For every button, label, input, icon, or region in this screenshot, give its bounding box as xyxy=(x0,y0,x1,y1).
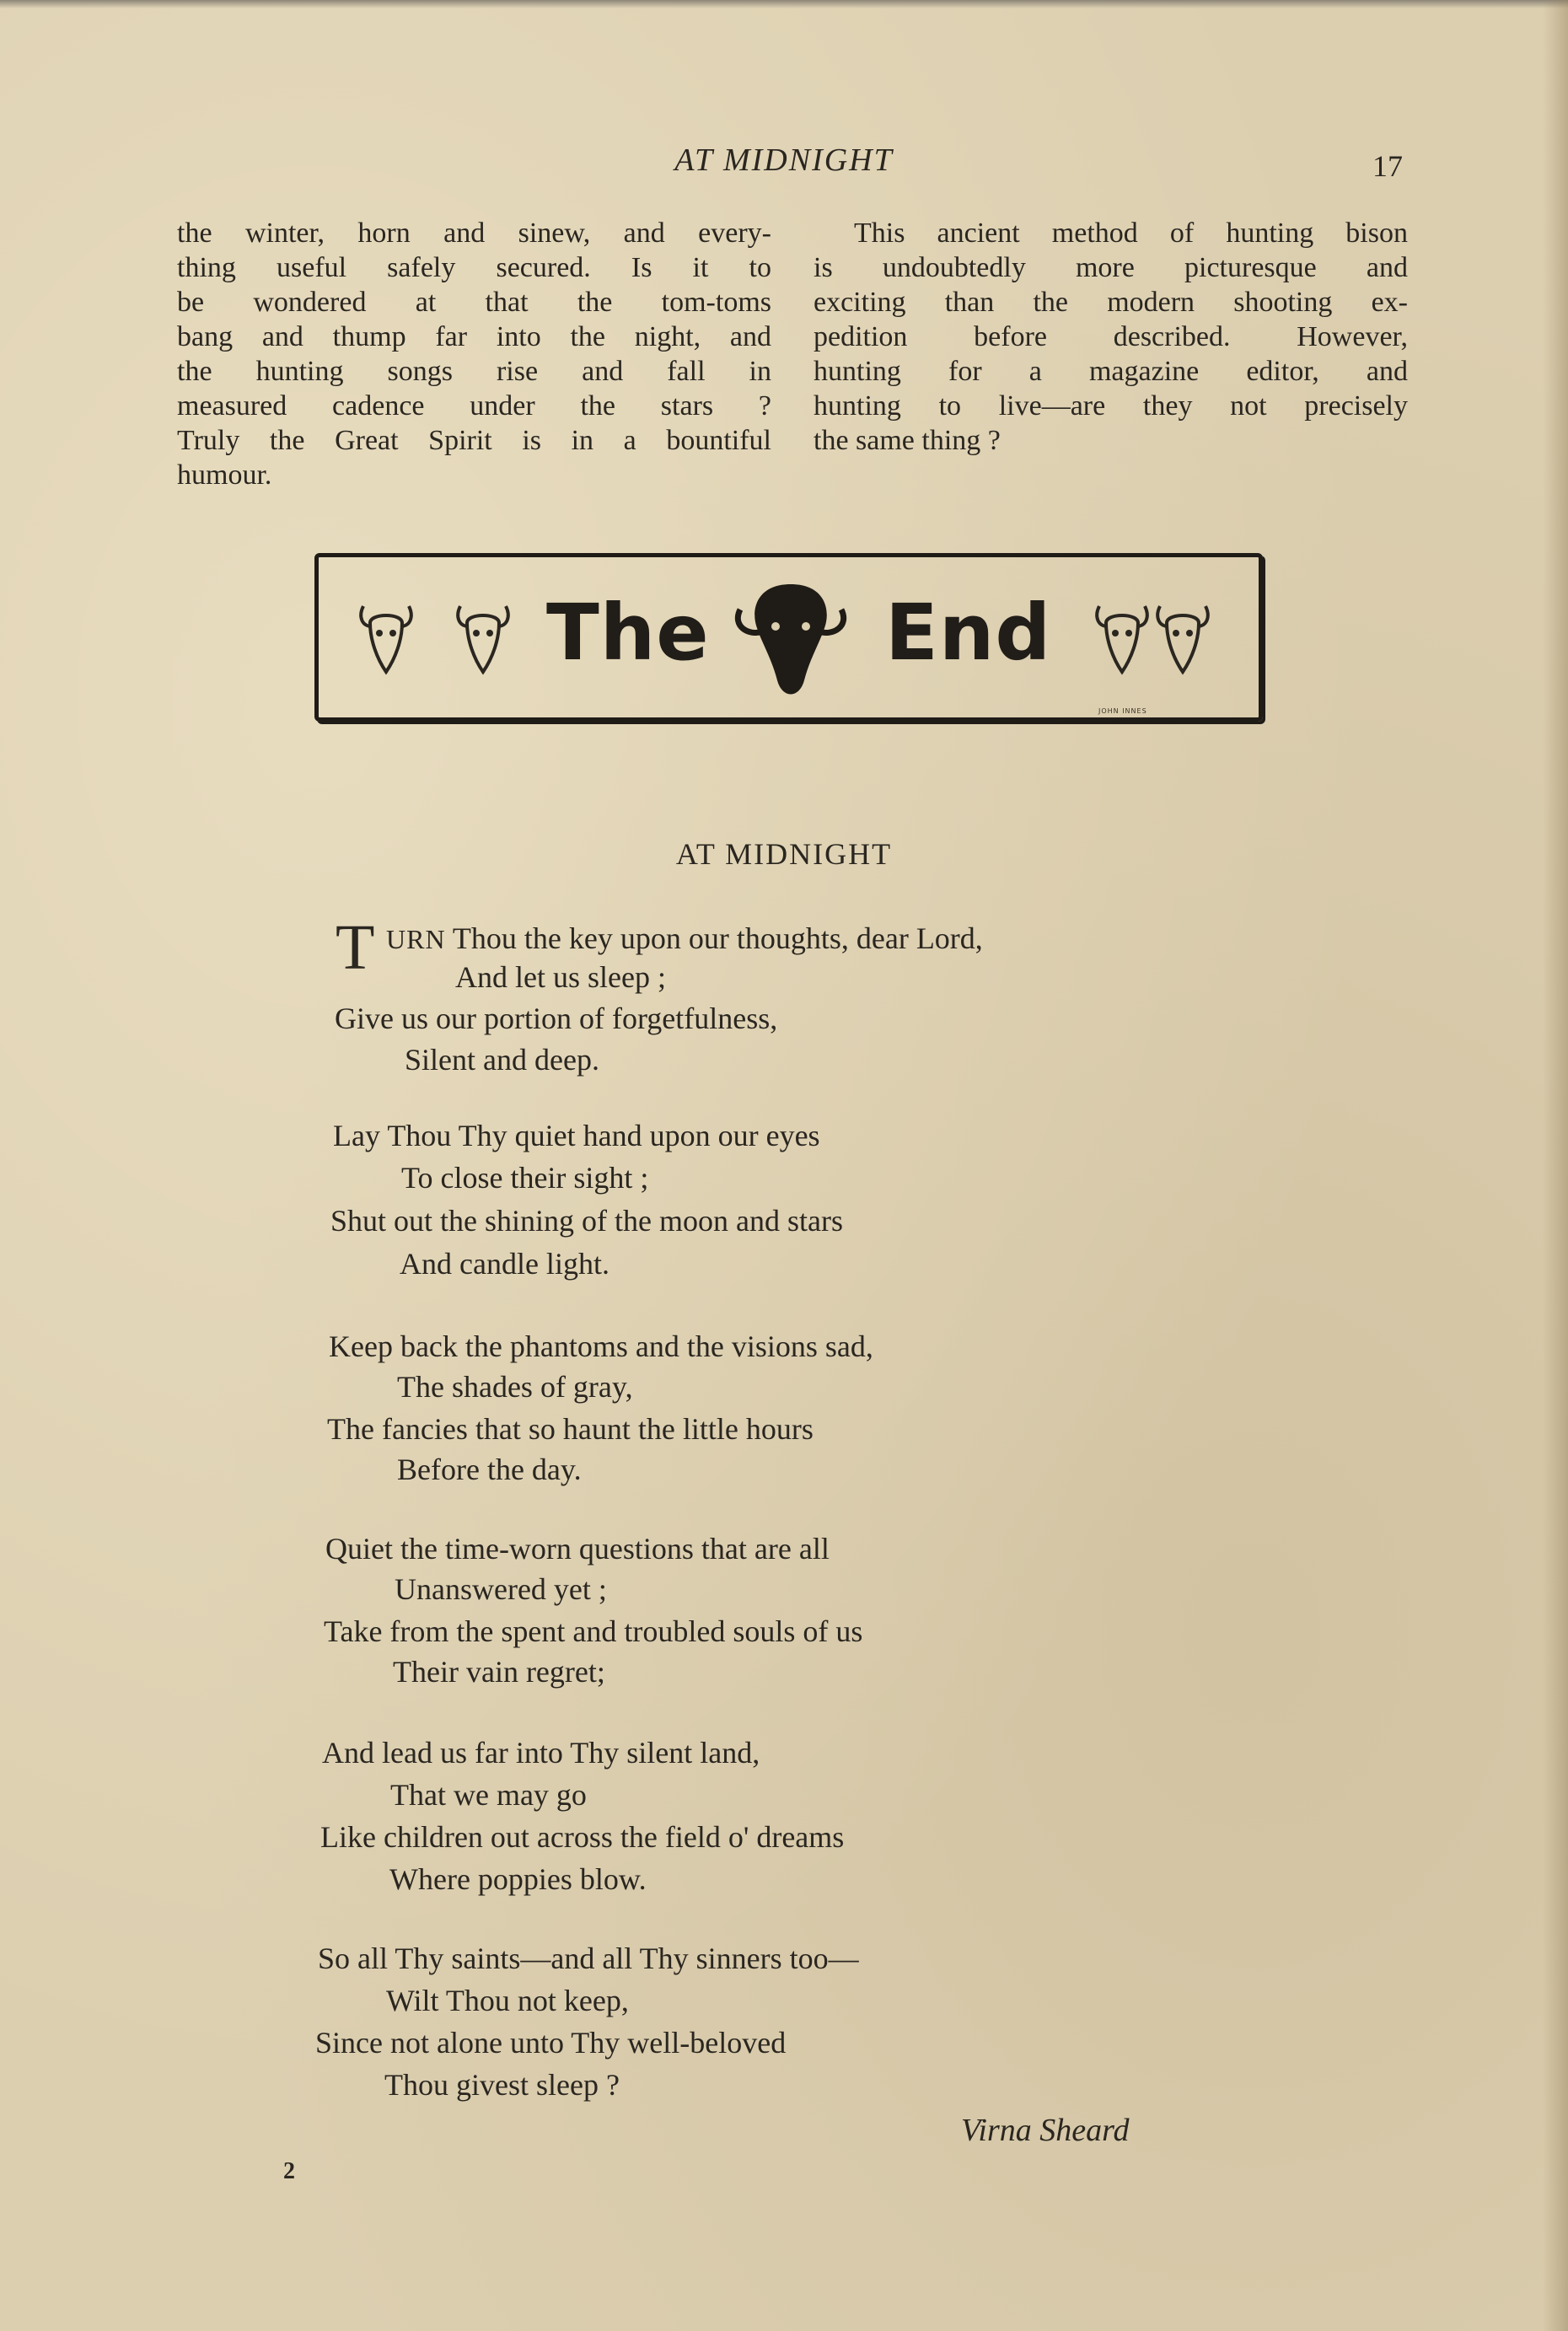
drop-cap: T xyxy=(336,912,375,983)
poem-line: And let us sleep ; xyxy=(455,960,666,994)
right-column-line: This ancient method of hunting bison xyxy=(854,218,1408,249)
poem-line: And lead us far into Thy silent land, xyxy=(322,1736,760,1770)
poem-line: Keep back the phantoms and the visions sad, xyxy=(329,1329,873,1363)
artist-credit: JOHN INNES xyxy=(1098,707,1147,715)
left-column-line: the winter, horn and sinew, and every- xyxy=(177,218,771,249)
poem-line: To close their sight ; xyxy=(401,1161,649,1195)
left-column-line: thing useful safely secured. Is it to xyxy=(177,252,771,283)
poem-line: Their vain regret; xyxy=(393,1655,605,1689)
poem-line: That we may go xyxy=(390,1778,587,1812)
poem-line: The fancies that so haunt the little hours xyxy=(327,1412,814,1446)
poem-line: Silent and deep. xyxy=(405,1043,599,1077)
poem-line: Like children out across the field o' dreams xyxy=(320,1820,845,1854)
left-column-line: the hunting songs rise and fall in xyxy=(177,356,771,387)
poem-line: The shades of gray, xyxy=(397,1370,633,1404)
poem-line: Before the day. xyxy=(397,1453,582,1486)
left-column-line: measured cadence under the stars ? xyxy=(177,390,771,422)
poem-line: Shut out the shining of the moon and stars xyxy=(330,1204,843,1238)
right-column-line: pedition before described. However, xyxy=(814,321,1408,352)
right-column-line: hunting for a magazine editor, and xyxy=(814,356,1408,387)
the-end-word-the: The xyxy=(546,588,710,678)
page-number: 17 xyxy=(1372,149,1403,183)
poem-first-line xyxy=(386,921,983,956)
left-column-line: humour. xyxy=(177,459,272,491)
signature-mark: 2 xyxy=(283,2158,295,2184)
poem-line: And candle light. xyxy=(400,1247,609,1281)
right-column-line: hunting to live—are they not precisely xyxy=(814,390,1408,422)
poem-line: Unanswered yet ; xyxy=(395,1572,607,1606)
running-head: AT MIDNIGHT xyxy=(674,142,894,178)
poem-title: AT MIDNIGHT xyxy=(675,837,893,871)
poem-line: Where poppies blow. xyxy=(389,1862,647,1896)
poem-first-line-text: Thou the key upon our thoughts, dear Lord, xyxy=(452,921,983,955)
poem-line: So all Thy saints—and all Thy sinners too— xyxy=(318,1942,859,1975)
poem-author: Virna Sheard xyxy=(961,2113,1130,2148)
right-column-line: exciting than the modern shooting ex- xyxy=(814,287,1408,318)
left-column-line: Truly the Great Spirit is in a bountiful xyxy=(177,425,771,456)
poem-line: Take from the spent and troubled souls of us xyxy=(324,1614,863,1648)
poem-line: Quiet the time-worn questions that are all xyxy=(325,1532,830,1566)
poem-first-word: URN xyxy=(386,924,446,954)
poem-line: Thou givest sleep ? xyxy=(384,2068,620,2102)
left-column-line: bang and thump far into the night, and xyxy=(177,321,771,352)
right-column-line: is undoubtedly more picturesque and xyxy=(814,252,1408,283)
poem-line: Since not alone unto Thy well-beloved xyxy=(315,2026,787,2060)
poem-line: Wilt Thou not keep, xyxy=(386,1984,629,2017)
right-column-line: the same thing ? xyxy=(814,425,1001,456)
poem-line: Give us our portion of forgetfulness, xyxy=(335,1002,778,1035)
left-column-line: be wondered at that the tom-toms xyxy=(177,287,771,318)
the-end-word-end: End xyxy=(885,588,1052,678)
poem-line: Lay Thou Thy quiet hand upon our eyes xyxy=(333,1119,820,1152)
